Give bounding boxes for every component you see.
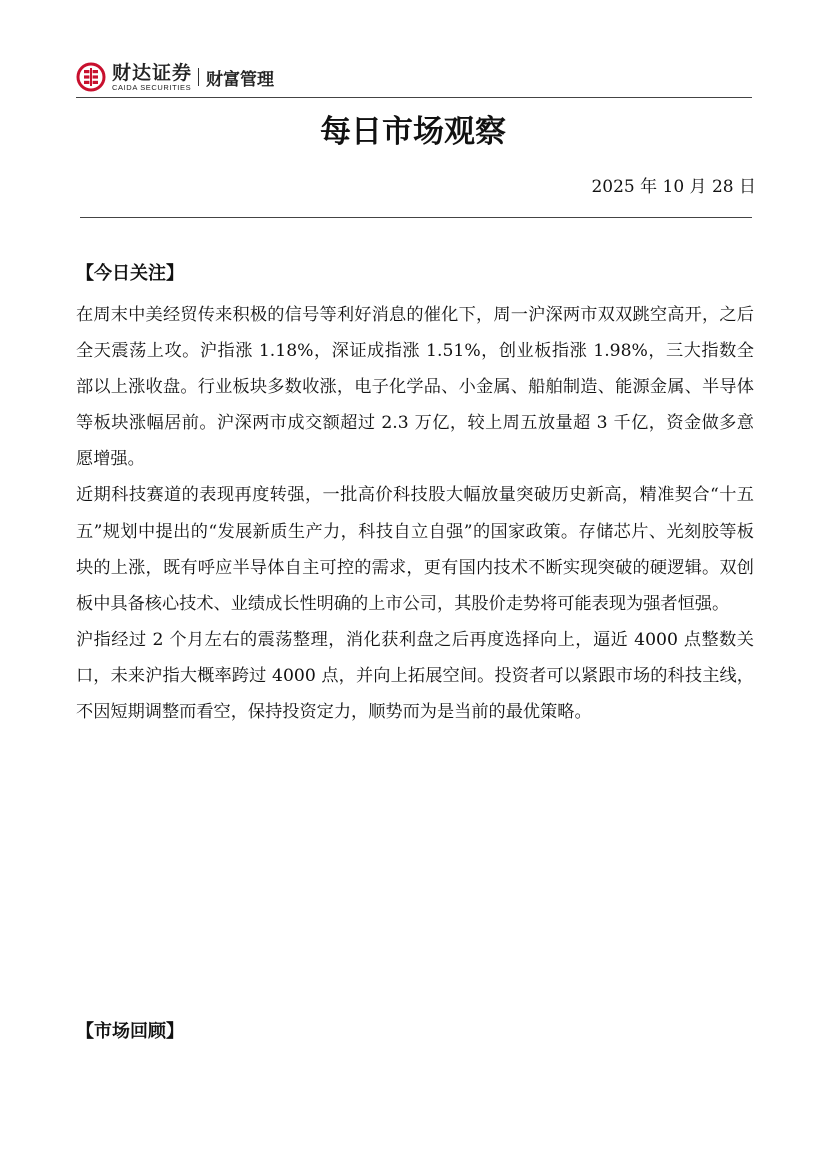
brand-text <box>112 63 192 92</box>
section-heading-focus: 【今日关注】 <box>76 263 184 284</box>
division-name: 财富管理 <box>206 69 275 90</box>
title-divider <box>80 217 752 218</box>
page-header <box>76 58 752 96</box>
paragraph: 在周末中美经贸传来积极的信号等利好消息的催化下，周一沪深两市双双跳空高开，之后全天震荡上攻。沪指涨 1.18%，深证成指涨 1.51%，创业板指涨 1.98%，三大指数全部以上涨收盘。行业板块多数收涨，电子化学品、小金属、船舶制造、能源金属、半导体等板块涨幅居前。沪深两市成交额超过 2.3 万亿，较上周五放量超 3 千亿，资金做多意愿增强。 <box>76 305 754 470</box>
section-heading-review: 【市场回顾】 <box>76 1021 184 1042</box>
brand-logo <box>76 60 274 94</box>
section-body-focus <box>76 297 754 730</box>
header-divider <box>76 97 752 98</box>
brand-name-en: CAIDA SECURITIES <box>112 82 192 92</box>
page-title: 每日市场观察 <box>320 114 506 150</box>
report-date: 2025 年 10 月 28 日 <box>591 177 756 197</box>
brand-name-cn: 财达证券 <box>112 61 193 84</box>
paragraph: 沪指经过 2 个月左右的震荡整理，消化获利盘之后再度选择向上，逼近 4000 点整数关口，未来沪指大概率跨过 4000 点，并向上拓展空间。投资者可以紧跟市场的科技主线，不因短期调整而看空，保持投资定力，顺势而为是当前的最优策略。 <box>76 629 754 723</box>
caida-logo-icon <box>76 62 106 92</box>
brand-separator <box>198 68 199 86</box>
paragraph: 近期科技赛道的表现再度转强，一批高价科技股大幅放量突破历史新高，精准契合“十五五”规划中提出的“发展新质生产力，科技自立自强”的国家政策。存储芯片、光刻胶等板块的上涨，既有呼应半导体自主可控的需求，更有国内技术不断实现突破的硬逻辑。双创板中具备核心技术、业绩成长性明确的上市公司，其股价走势将可能表现为强者恒强。 <box>76 485 754 614</box>
